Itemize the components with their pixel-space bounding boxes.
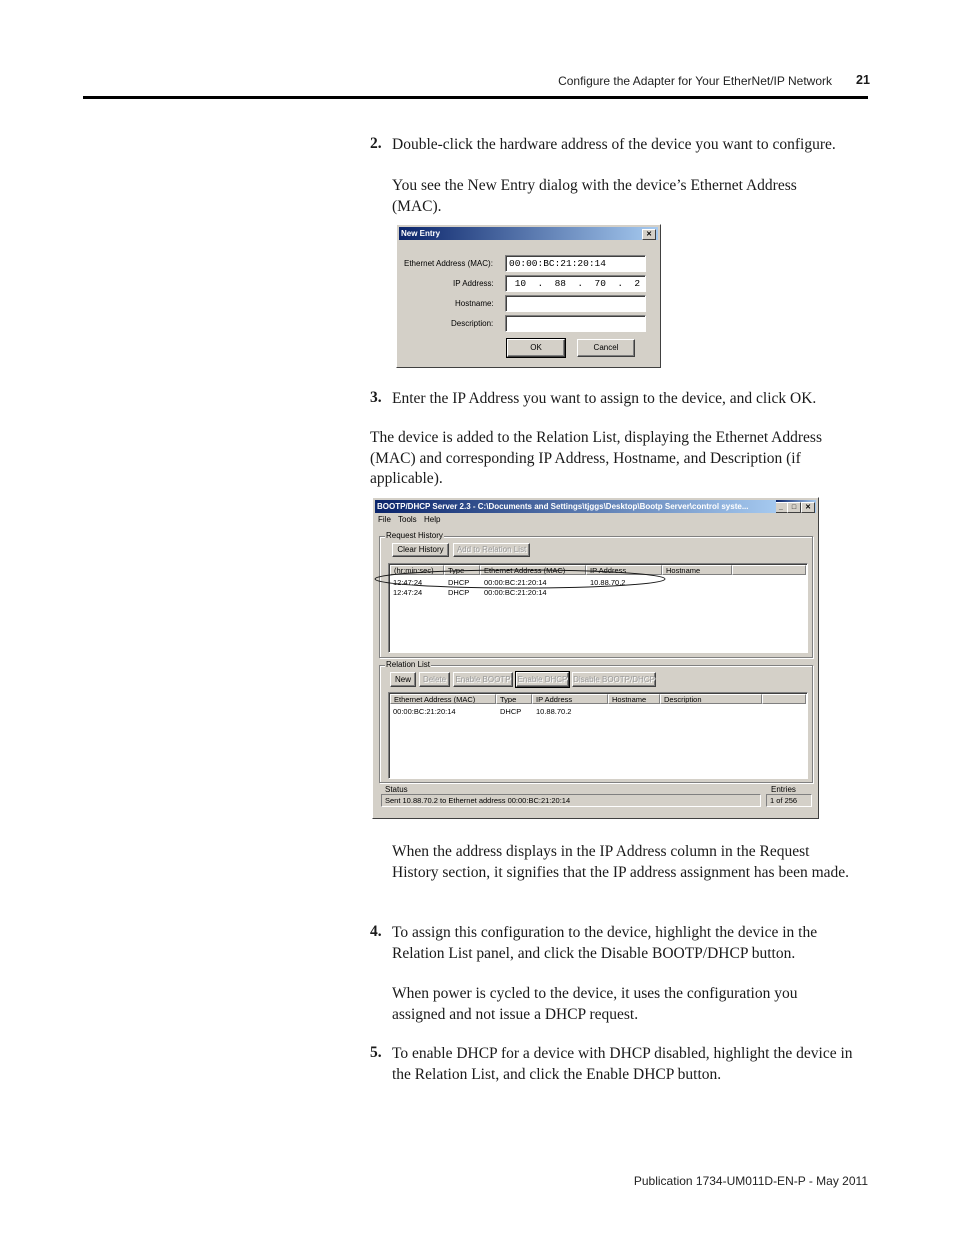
table-cell[interactable]: DHCP: [448, 588, 470, 597]
close-icon[interactable]: ✕: [801, 502, 815, 513]
entries-value: 1 of 256: [766, 794, 812, 807]
table-cell[interactable]: DHCP: [500, 707, 522, 716]
minimize-icon[interactable]: _: [776, 502, 788, 513]
step-number-4: 4.: [370, 923, 382, 940]
status-label: Status: [385, 785, 408, 794]
column-header[interactable]: IP Address: [532, 694, 608, 704]
bootp-server-window: [372, 497, 819, 819]
table-cell[interactable]: 10.88.70.2: [590, 578, 626, 587]
hostname-field[interactable]: [505, 295, 646, 312]
cancel-button[interactable]: Cancel: [577, 339, 635, 357]
dialog-title-bar: [399, 227, 658, 240]
column-header[interactable]: Description: [660, 694, 762, 704]
column-header-empty: [762, 694, 806, 704]
close-icon[interactable]: ✕: [642, 229, 656, 240]
entries-label: Entries: [771, 785, 796, 794]
step-number-3: 3.: [370, 389, 382, 406]
step-4-note: When power is cycled to the device, it uses the configuration you assigned and not issue a DHCP request.: [392, 985, 798, 1023]
table-cell[interactable]: 12:47:24: [393, 588, 423, 597]
new-button[interactable]: New: [390, 672, 416, 687]
publication-footer: Publication 1734-UM011D-EN-P - May 2011: [633, 1174, 868, 1188]
menu-help[interactable]: Help: [424, 515, 441, 524]
window-title-bar: [375, 500, 778, 513]
mac-label: Ethernet Address (MAC):: [404, 259, 493, 268]
step-2-note: You see the New Entry dialog with the device’s Ethernet Address (MAC).: [392, 177, 797, 215]
table-cell[interactable]: 10.88.70.2: [536, 707, 572, 716]
relation-list-paragraph: The device is added to the Relation List, displaying the Ethernet Address (MAC) and corresponding IP Address, Hostname, and Description (if applicable).: [370, 429, 822, 487]
step-number-2: 2.: [370, 135, 382, 152]
step-5-text: To enable DHCP for a device with DHCP disabled, highlight the device in the Relation List, and click the Enable DHCP button.: [392, 1045, 853, 1083]
column-header[interactable]: Type: [496, 694, 532, 704]
column-header[interactable]: Ethernet Address (MAC): [390, 694, 496, 704]
request-history-paragraph: When the address displays in the IP Address column in the Request History section, it signifies that the IP address assignment has been made.: [392, 843, 850, 881]
column-header[interactable]: (hr:min:sec): [390, 565, 444, 575]
table-cell[interactable]: 00:00:BC:21:20:14: [484, 578, 547, 587]
hostname-label: Hostname:: [455, 299, 494, 308]
relation-list-table[interactable]: [388, 692, 808, 779]
mac-field[interactable]: 00:00:BC:21:20:14: [505, 255, 646, 272]
menu-tools[interactable]: Tools: [398, 515, 417, 524]
menu-file[interactable]: File: [378, 515, 391, 524]
step-4-text: To assign this configuration to the device, highlight the device in the Relation List panel, and click the Disable BOOTP/DHCP button.: [392, 924, 818, 962]
clear-history-button[interactable]: Clear History: [392, 543, 449, 557]
disable-bootp-dhcp-button[interactable]: Disable BOOTP/DHCP: [572, 672, 656, 687]
title-bar-controls: [776, 500, 816, 513]
maximize-icon[interactable]: □: [787, 502, 801, 513]
dialog-title: New Entry: [401, 229, 441, 238]
table-cell[interactable]: DHCP: [448, 578, 470, 587]
step-number-5: 5.: [370, 1044, 382, 1061]
running-header-title: Configure the Adapter for Your EtherNet/IP Network: [558, 74, 832, 88]
status-text: Sent 10.88.70.2 to Ethernet address 00:00:BC:21:20:14: [381, 794, 761, 807]
step-2-text: Double-click the hardware address of the device you want to configure.: [392, 136, 836, 153]
column-header[interactable]: Hostname: [608, 694, 660, 704]
step-3-text: Enter the IP Address you want to assign to the device, and click OK.: [392, 390, 817, 407]
column-header[interactable]: Type: [444, 565, 480, 575]
table-cell[interactable]: 00:00:BC:21:20:14: [484, 588, 547, 597]
header-rule: [83, 96, 868, 99]
ok-button[interactable]: OK: [507, 339, 565, 357]
relation-list-group: [379, 660, 813, 783]
ip-address-field[interactable]: 10 . 88 . 70 . 2: [505, 275, 646, 292]
column-header[interactable]: Hostname: [662, 565, 732, 575]
table-cell[interactable]: 00:00:BC:21:20:14: [393, 707, 456, 716]
page-number: 21: [856, 73, 870, 87]
column-header[interactable]: Ethernet Address (MAC): [480, 565, 586, 575]
column-header[interactable]: IP Address: [586, 565, 662, 575]
relation-list-label: Relation List: [386, 660, 431, 669]
add-to-relation-list-button[interactable]: Add to Relation List: [453, 543, 530, 557]
delete-button[interactable]: Delete: [419, 672, 450, 687]
description-field[interactable]: [505, 315, 646, 332]
ip-address-label: IP Address:: [453, 279, 494, 288]
table-cell[interactable]: 12:47:24: [393, 578, 423, 587]
new-entry-dialog: [396, 224, 661, 368]
enable-bootp-button[interactable]: Enable BOOTP: [453, 672, 513, 687]
request-history-label: Request History: [386, 531, 443, 540]
window-title: BOOTP/DHCP Server 2.3 - C:\Documents and Settings\tjggs\Desktop\Bootp Server\control syste...: [377, 502, 749, 511]
highlight-ellipse: [373, 558, 673, 598]
description-label: Description:: [451, 319, 494, 328]
enable-dhcp-button[interactable]: Enable DHCP: [516, 672, 569, 687]
column-header-empty: [732, 565, 806, 575]
